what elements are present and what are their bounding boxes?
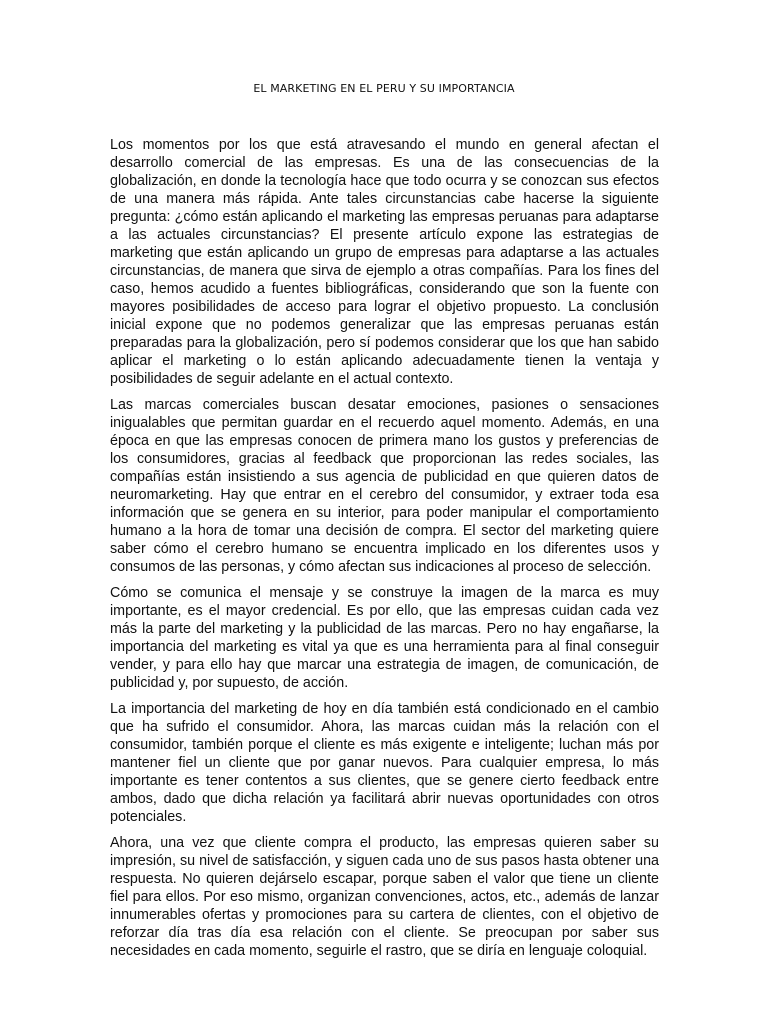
paragraph-3: Cómo se comunica el mensaje y se construye la imagen de la marca es muy importante, es el mayor credencial. Es por ello, que las empresas cuidan cada vez más la parte del marketing y la publicidad de las marcas. Pero no hay engañarse, la importancia del marketing es vital ya que es una herramienta para al final conseguir vender, y para ello hay que marcar una estrategia de imagen, de comunicación, de publicidad y, por supuesto, de acción. <box>110 585 659 691</box>
paragraph-5: Ahora, una vez que cliente compra el producto, las empresas quieren saber su impresión, su nivel de satisfacción, y siguen cada uno de sus pasos hasta obtener una respuesta. No quieren dejárselo escapar, porque saben el valor que tiene un cliente fiel para ellos. Por eso mismo, organizan convenciones, actos, etc., además de lanzar innumerables ofertas y promociones para su cartera de clientes, con el objetivo de reforzar día tras día esa relación con el cliente. Se preocupan por saber sus necesidades en cada momento, seguirle el rastro, que se diría en lenguaje coloquial. <box>110 835 659 959</box>
paragraph-1: Los momentos por los que está atravesando el mundo en general afectan el desarrollo comercial de las empresas. Es una de las consecuencias de la globalización, en donde la tecnología hace que todo ocurra y se conozcan sus efectos de una manera más rápida. Ante tales circunstancias cabe hacerse la siguiente pregunta: ¿cómo están aplicando el marketing las empresas peruanas para adaptarse a las actuales circunstancias? El presente artículo expone las estrategias de marketing que están aplicando un grupo de empresas para adaptarse a las actuales circunstancias, de manera que sirva de ejemplo a otras compañías. Para los fines del caso, hemos acudido a fuentes bibliográficas, considerando que son la fuente con mayores posibilidades de acceso para lograr el objetivo propuesto. La conclusión inicial expone que no podemos generalizar que las empresas peruanas están preparadas para la globalización, pero sí podemos considerar que los que han sabido aplicar el marketing o lo están aplicando adecuadamente tienen la ventaja y posibilidades de seguir adelante en el actual contexto. <box>110 137 659 387</box>
paragraph-2: Las marcas comerciales buscan desatar emociones, pasiones o sensaciones inigualables que permitan guardar en el recuerdo aquel momento. Además, en una época en que las empresas conocen de primera mano los gustos y preferencias de los consumidores, gracias al feedback que proporcionan las redes sociales, las compañías están insistiendo a sus agencia de publicidad en que quieren datos de neuromarketing. Hay que entrar en el cerebro del consumidor, y extraer toda esa información que se genera en su interior, para poder manipular el comportamiento humano a la hora de tomar una decisión de compra. El sector del marketing quiere saber cómo el cerebro humano se encuentra implicado en los diferentes usos y consumos de las personas, y cómo afectan sus indicaciones al proceso de selección. <box>110 397 659 575</box>
document-body <box>110 136 659 968</box>
document-title: EL MARKETING EN EL PERU Y SU IMPORTANCIA <box>253 82 515 95</box>
paragraph-4: La importancia del marketing de hoy en día también está condicionado en el cambio que ha sufrido el consumidor. Ahora, las marcas cuidan más la relación con el consumidor, también porque el cliente es más exigente e inteligente; luchan más por mantener fiel un cliente que por ganar nuevos. Para cualquier empresa, lo más importante es tener contentos a sus clientes, que se genere cierto feedback entre ambos, dado que dicha relación ya facilitará abrir nuevas oportunidades con otros potenciales. <box>110 701 659 825</box>
